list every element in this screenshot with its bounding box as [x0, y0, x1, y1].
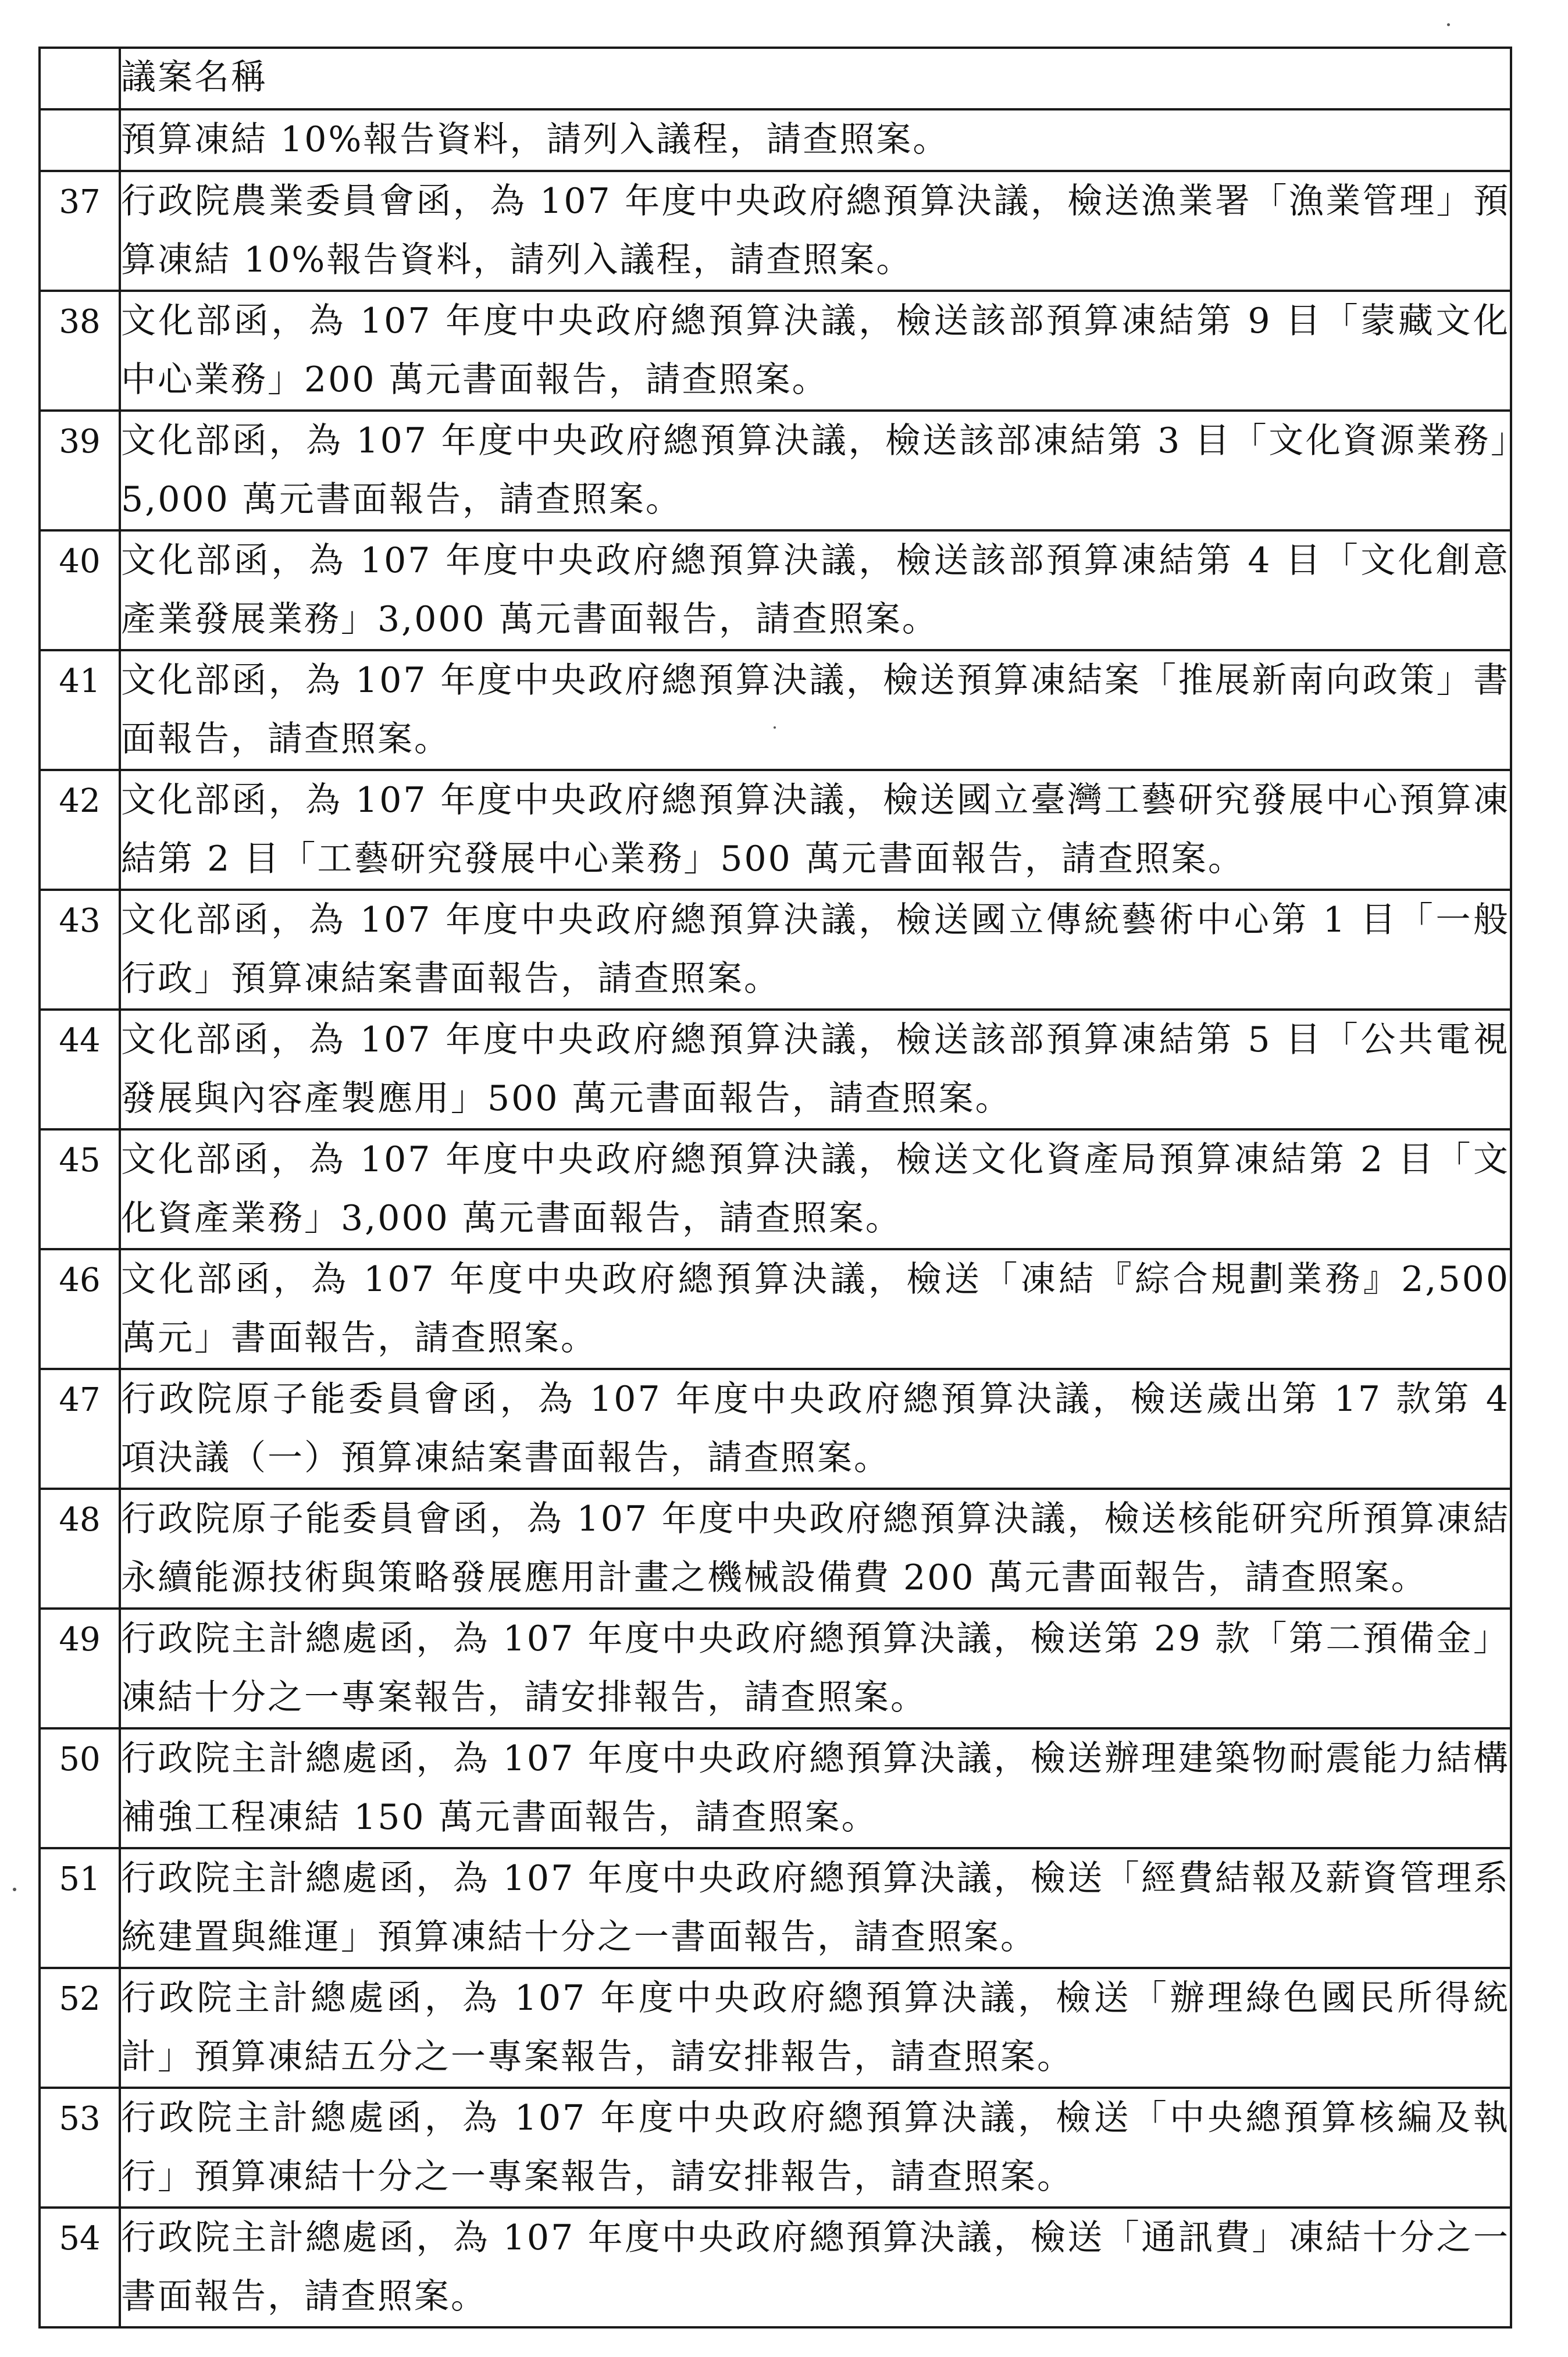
- item-text-cell: 文化部函，為 107 年度中央政府總預算決議，檢送該部預算凍結第 5 目「公共電視發展與內容產製應用」500 萬元書面報告，請查照案。: [120, 1010, 1511, 1129]
- header-row: [40, 48, 1511, 109]
- continuation-text-cell: 預算凍結 10%報告資料，請列入議程，請查照案。: [120, 109, 1511, 171]
- item-text-cell: 行政院原子能委員會函，為 107 年度中央政府總預算決議，檢送歲出第 17 款第 4 項決議（一）預算凍結案書面報告，請查照案。: [120, 1369, 1511, 1489]
- table-row: [40, 1369, 1511, 1489]
- item-number-cell: 37: [40, 171, 120, 291]
- continuation-row: [40, 109, 1511, 171]
- item-number-cell: 40: [40, 530, 120, 650]
- table-row: [40, 291, 1511, 411]
- agenda-table-body: [40, 48, 1511, 2327]
- item-text-cell: 行政院農業委員會函，為 107 年度中央政府總預算決議，檢送漁業署「漁業管理」預算凍結 10%報告資料，請列入議程，請查照案。: [120, 171, 1511, 291]
- table-row: [40, 171, 1511, 291]
- continuation-number-cell: [40, 109, 120, 171]
- table-row: [40, 1010, 1511, 1129]
- scan-speck: [1447, 23, 1450, 26]
- item-text-cell: 文化部函，為 107 年度中央政府總預算決議，檢送該部預算凍結第 4 目「文化創意產業發展業務」3,000 萬元書面報告，請查照案。: [120, 530, 1511, 650]
- item-number-cell: 41: [40, 650, 120, 770]
- table-row: [40, 770, 1511, 890]
- item-number-cell: 44: [40, 1010, 120, 1129]
- item-number-cell: 53: [40, 2088, 120, 2208]
- item-text-cell: 行政院主計總處函，為 107 年度中央政府總預算決議，檢送「通訊費」凍結十分之一書面報告，請查照案。: [120, 2208, 1511, 2327]
- table-row: [40, 530, 1511, 650]
- table-row: [40, 1609, 1511, 1728]
- item-text-cell: 行政院主計總處函，為 107 年度中央政府總預算決議，檢送「辦理綠色國民所得統計」預算凍結五分之一專案報告，請安排報告，請查照案。: [120, 1968, 1511, 2088]
- table-row: [40, 1249, 1511, 1369]
- item-text-cell: 文化部函，為 107 年度中央政府總預算決議，檢送文化資產局預算凍結第 2 目「文化資產業務」3,000 萬元書面報告，請查照案。: [120, 1129, 1511, 1249]
- agenda-table: [38, 47, 1512, 2329]
- item-number-cell: 49: [40, 1609, 120, 1728]
- item-text-cell: 文化部函，為 107 年度中央政府總預算決議，檢送該部凍結第 3 目「文化資源業務」5,000 萬元書面報告，請查照案。: [120, 411, 1511, 530]
- table-row: [40, 1129, 1511, 1249]
- scan-speck: [774, 726, 776, 729]
- table-row: [40, 1489, 1511, 1609]
- item-number-cell: 47: [40, 1369, 120, 1489]
- table-row: [40, 1848, 1511, 1968]
- item-text-cell: 行政院原子能委員會函，為 107 年度中央政府總預算決議，檢送核能研究所預算凍結永續能源技術與策略發展應用計畫之機械設備費 200 萬元書面報告，請查照案。: [120, 1489, 1511, 1609]
- item-number-cell: 48: [40, 1489, 120, 1609]
- item-number-cell: 42: [40, 770, 120, 890]
- item-number-cell: 51: [40, 1848, 120, 1968]
- item-text-cell: 行政院主計總處函，為 107 年度中央政府總預算決議，檢送「經費結報及薪資管理系統建置與維運」預算凍結十分之一書面報告，請查照案。: [120, 1848, 1511, 1968]
- item-text-cell: 行政院主計總處函，為 107 年度中央政府總預算決議，檢送「中央總預算核編及執行」預算凍結十分之一專案報告，請安排報告，請查照案。: [120, 2088, 1511, 2208]
- scan-speck: [13, 1888, 16, 1891]
- table-row: [40, 1968, 1511, 2088]
- table-row: [40, 2088, 1511, 2208]
- table-row: [40, 650, 1511, 770]
- item-number-cell: 38: [40, 291, 120, 411]
- table-row: [40, 890, 1511, 1010]
- item-text-cell: 文化部函，為 107 年度中央政府總預算決議，檢送「凍結『綜合規劃業務』2,500 萬元」書面報告，請查照案。: [120, 1249, 1511, 1369]
- item-number-cell: 43: [40, 890, 120, 1010]
- table-row: [40, 2208, 1511, 2327]
- item-number-cell: 39: [40, 411, 120, 530]
- item-number-cell: 52: [40, 1968, 120, 2088]
- item-text-cell: 文化部函，為 107 年度中央政府總預算決議，檢送該部預算凍結第 9 目「蒙藏文化中心業務」200 萬元書面報告，請查照案。: [120, 291, 1511, 411]
- item-text-cell: 文化部函，為 107 年度中央政府總預算決議，檢送國立臺灣工藝研究發展中心預算凍結第 2 目「工藝研究發展中心業務」500 萬元書面報告，請查照案。: [120, 770, 1511, 890]
- item-number-cell: 45: [40, 1129, 120, 1249]
- item-number-cell: 54: [40, 2208, 120, 2327]
- item-text-cell: 行政院主計總處函，為 107 年度中央政府總預算決議，檢送辦理建築物耐震能力結構補強工程凍結 150 萬元書面報告，請查照案。: [120, 1728, 1511, 1848]
- item-text-cell: 文化部函，為 107 年度中央政府總預算決議，檢送預算凍結案「推展新南向政策」書面報告，請查照案。: [120, 650, 1511, 770]
- header-number-cell: [40, 48, 120, 109]
- item-text-cell: 行政院主計總處函，為 107 年度中央政府總預算決議，檢送第 29 款「第二預備金」凍結十分之一專案報告，請安排報告，請查照案。: [120, 1609, 1511, 1728]
- item-number-cell: 46: [40, 1249, 120, 1369]
- item-number-cell: 50: [40, 1728, 120, 1848]
- header-title-cell: 議案名稱: [120, 48, 1511, 109]
- table-row: [40, 411, 1511, 530]
- table-row: [40, 1728, 1511, 1848]
- item-text-cell: 文化部函，為 107 年度中央政府總預算決議，檢送國立傳統藝術中心第 1 目「一般行政」預算凍結案書面報告，請查照案。: [120, 890, 1511, 1010]
